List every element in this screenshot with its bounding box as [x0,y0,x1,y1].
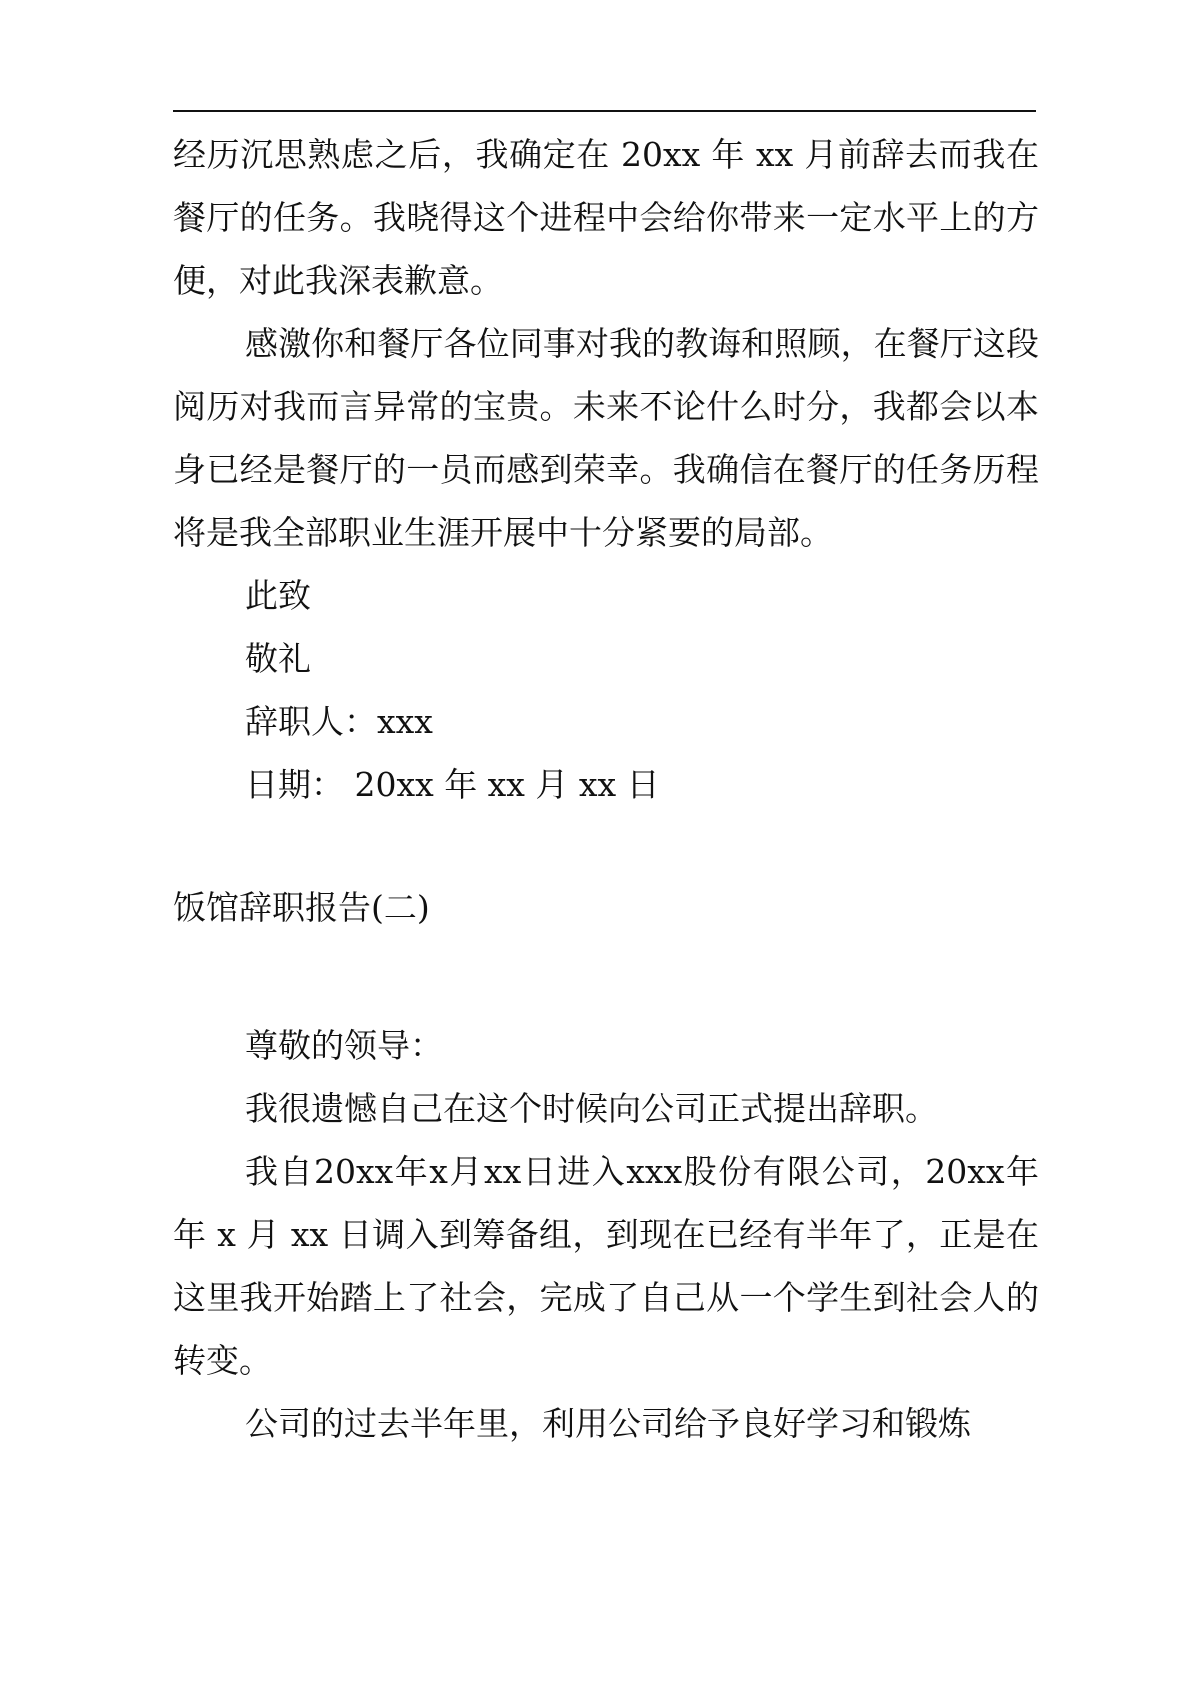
paragraph-regret: 我很遗憾自己在这个时候向公司正式提出辞职。 [245,1089,938,1128]
document-body [173,123,1039,1455]
spacer [173,816,1039,876]
paragraph-work-history: 我自20xx年x月xx日进入xxx股份有限公司，20xx年年 x 月 xx 日调入到筹备组，到现在已经有半年了，正是在这里我开始踏上了社会，完成了自己从一个学生到社会人的转变。 [173,1152,1039,1380]
section-title: 饭馆辞职报告(二) [173,888,430,927]
date-line: 日期： 20xx 年 xx 月 xx 日 [245,765,660,804]
spacer [173,939,1039,1014]
closing-line-1: 此致 [245,576,311,615]
header-rule [173,110,1036,112]
signer-line: 辞职人：xxx [245,702,433,741]
closing-line-2: 敬礼 [245,639,311,678]
salutation: 尊敬的领导： [245,1026,443,1065]
paragraph-resignation-decision: 经历沉思熟虑之后，我确定在 20xx 年 xx 月前辞去而我在餐厅的任务。我晓得这个进程中会给你带来一定水平上的方便，对此我深表歉意。 [173,135,1039,300]
paragraph-learning: 公司的过去半年里，利用公司给予良好学习和锻炼 [245,1404,971,1443]
paragraph-gratitude: 感激你和餐厅各位同事对我的教诲和照顾，在餐厅这段阅历对我而言异常的宝贵。未来不论什么时分，我都会以本身已经是餐厅的一员而感到荣幸。我确信在餐厅的任务历程将是我全部职业生涯开展中十分紧要的局部。 [173,324,1039,552]
